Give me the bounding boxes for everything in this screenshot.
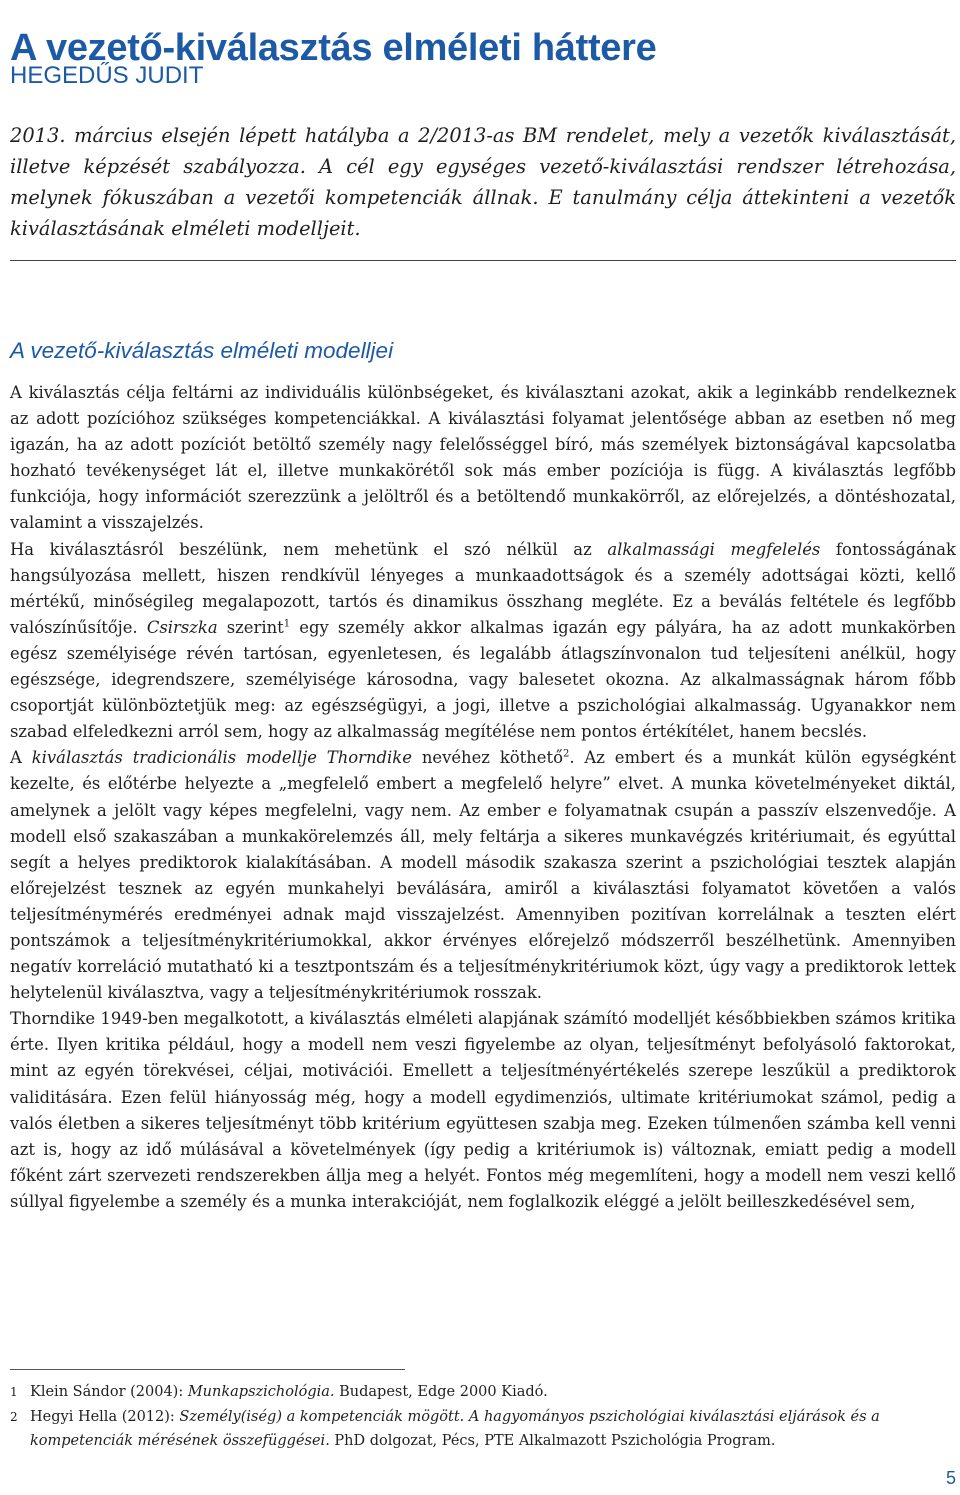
- footnote-number: 2: [10, 1409, 18, 1424]
- footnote-divider: [10, 1369, 405, 1370]
- footnotes: [10, 1380, 956, 1454]
- paragraph-2: Ha kiválasztásról beszélünk, nem mehetünk el szó nélkül az alkalmassági megfelelés fontosságának hangsúlyozása mellett, hiszen rendkívül lényeges a munkaadottságok és a személy adottságai közti, kellő mértékű, minőségileg megalapozott, tartós és dinamikus összhang megléte. Ez a beválás feltétele és legfőbb valószínűsítője. Csirszka szerint$^1$ egy személy akkor alkalmas igazán egy pályára, ha az adott munkakörben egész személyisége révén tartósan, egyenletesen, és legalább átlagszínvonalon tud teljesíteni anélkül, hogy egészsége, idegrendszere, személyisége károsodna, vagy balesetet okozna. Az alkalmasságnak három főbb csoportját különböztetjük meg: az egészségügyi, a jogi, illetve a pszichológiai alkalmasság. Ugyanakkor nem szabad elfeledkezni arról sem, hogy az alkalmasság megítélése nem pontos értékítélet, hanem becslés.: [10, 539, 956, 742]
- abstract-divider: [10, 260, 956, 261]
- paragraph-1: A kiválasztás célja feltárni az individuális különbségeket, és kiválasztani azokat, akik a leginkább rendelkeznek az adott pozícióhoz szükséges kompetenciákkal. A kiválasztási folyamat jelentősége abban az esetben nő meg igazán, ha az adott pozíciót betöltő személy nagy felelősséggel bíró, más személyek biztonságával kapcsolatba hozható tevékenységet lát el, illetve munkakörétől sok más ember pozíciója is függ. A kiválasztás legfőbb funkciója, hogy információt szerezzünk a jelöltről és a betöltendő munkakörről, az előrejelzés, a döntéshozatal, valamint a visszajelzés.: [10, 383, 956, 533]
- emphasis-term: alkalmassági megfelelés: [607, 539, 821, 559]
- emphasis-author: Csirszka: [146, 617, 218, 637]
- author-name: HEGEDŰS JUDIT: [10, 62, 204, 89]
- footnote-1: 1 Klein Sándor (2004): Munkapszichológia. Budapest, Edge 2000 Kiadó.: [10, 1380, 956, 1405]
- paragraph-3: A kiválasztás tradicionális modellje Thorndike nevéhez köthető$^2$. Az embert és a munkát külön egységként kezelte, és előtérbe helyezte a „megfelelő embert a megfelelő helyre” elvet. A munka követelményeket diktál, amelynek a jelölt vagy képes megfelelni, vagy nem. Az ember e folyamatnak csupán a passzív elszenvedője. A modell első szakaszában a munkakörelemzés áll, mely feltárja a sikeres munkavégzés kritériumait, és egyúttal segít a helyes prediktorok kialakításában. A modell második szakasza szerint a pszichológiai tesztek alapján előrejelzést tesznek az egyén munkahelyi beválására, amiről a kiválasztási folyamatot követően a valós teljesítménymérés eredményei adnak majd visszajelzést. Amennyiben pozitívan korrelálnak a teszten elért pontszámok a teljesítménykritériumokkal, akkor érvényes előrejelző módszerről beszélhetünk. Amennyiben negatív korreláció mutatható ki a tesztpontszám és a teljesítménykritériumok közt, úgy vagy a prediktorok lettek helytelenül kiválasztva, vagy a teljesítménykritériumok rosszak.: [10, 748, 956, 1003]
- section-heading: A vezető-kiválasztás elméleti modelljei: [10, 338, 394, 363]
- body-text: [10, 380, 956, 1215]
- emphasis-model: kiválasztás tradicionális modellje Thorndike: [31, 748, 412, 768]
- footnote-ref-1[interactable]: 1: [283, 618, 291, 630]
- footnote-2: 2 Hegyi Hella (2012): Személy(iség) a kompetenciák mögött. A hagyományos pszichológiai kiválasztási eljárások és a kompetenciák mérésének összefüggései. PhD dolgozat, Pécs, PTE Alkalmazott Pszichológia Program.: [10, 1405, 956, 1454]
- abstract: 2013. március elsején lépett hatályba a 2/2013-as BM rendelet, mely a vezetők kiválasztását, illetve képzését szabályozza. A cél egy egységes vezető-kiválasztási rendszer létrehozása, melynek fókuszában a vezetői kompetenciák állnak. E tanulmány célja áttekinteni a vezetők kiválasztásának elméleti modelljeit.: [10, 124, 956, 240]
- footnote-number: 1: [10, 1385, 18, 1399]
- article-title: A vezető-kiválasztás elméleti háttere: [10, 27, 657, 70]
- footnote-ref-2[interactable]: 2: [562, 748, 570, 760]
- page-number: 5: [945, 1468, 956, 1488]
- paragraph-4: Thorndike 1949-ben megalkotott, a kiválasztás elméleti alapjának számító modelljét későbbiekben számos kritika érte. Ilyen kritika például, hogy a modell nem veszi figyelembe az olyan, teljesítményt befolyásoló faktorokat, mint az egyén törekvései, céljai, motivációi. Emellett a teljesítményértékelés szerepe leszűkül a prediktorok validitására. Ezen felül hiányosság még, hogy a modell egydimenziós, ultimate kritériumokat számol, pedig a valós életben a sikeres teljesítményt több kritérium együttesen szabja meg. Ezeken túlmenően számba kell venni azt is, hogy az idő múlásával a követelmények (így pedig a kritériumok is) változnak, emiatt pedig a modell főként zárt szervezeti rendszerekben állja meg a helyét. Fontos még megemlíteni, hogy a modell nem veszi kellő súllyal figyelembe a személy és a munka interakcióját, nem foglalkozik eléggé a jelölt beilleszkedésével sem,: [10, 1009, 956, 1211]
